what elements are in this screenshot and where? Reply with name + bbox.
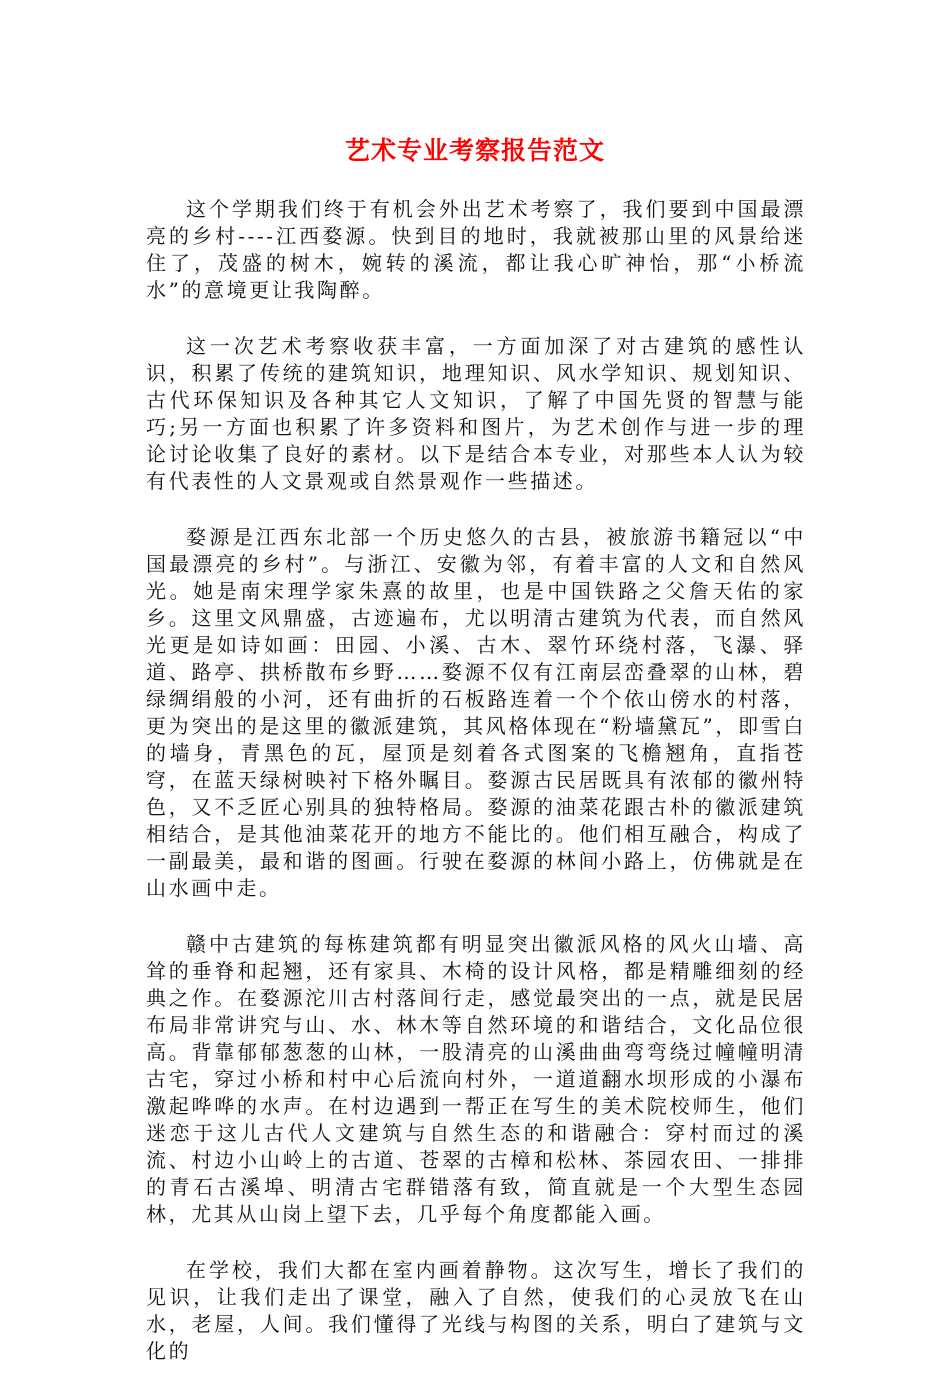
paragraph-2: 这一次艺术考察收获丰富，一方面加深了对古建筑的感性认识，积累了传统的建筑知识，地理知识、风水学知识、规划知识、古代环保知识及各种其它人文知识，了解了中国先贤的智慧与能巧;另一方面也积累了许多资料和图片，为艺术创作与进一步的理论讨论收集了良好的素材。以下是结合本专业，对那些本人认为较有代表性的人文景观或自然景观作一些描述。 [146, 334, 806, 493]
document-body [146, 196, 806, 1394]
paragraph-5: 在学校，我们大都在室内画着静物。这次写生，增长了我们的见识，让我们走出了课堂，融入了自然，使我们的心灵放飞在山水，老屋，人间。我们懂得了光线与构图的关系，明白了建筑与文化的 [146, 1258, 806, 1363]
paragraph-3: 婺源是江西东北部一个历史悠久的古县，被旅游书籍冠以“中国最漂亮的乡村”。与浙江、安徽为邻，有着丰富的人文和自然风光。她是南宋理学家朱熹的故里，也是中国铁路之父詹天佑的家乡。这里文风鼎盛，古迹遍布，尤以明清古建筑为代表，而自然风光更是如诗如画：田园、小溪、古木、翠竹环绕村落，飞瀑、驿道、路亭、拱桥散布乡野……婺源不仅有江南层峦叠翠的山林，碧绿绸绢般的小河，还有曲折的石板路连着一个个依山傍水的村落，更为突出的是这里的徽派建筑，其风格体现在“粉墙黛瓦”，即雪白的墙身，青黑色的瓦，屋顶是刻着各式图案的飞檐翘角，直指苍穹，在蓝天绿树映衬下格外瞩目。婺源古民居既具有浓郁的徽州特色，又不乏匠心别具的独特格局。婺源的油菜花跟古朴的徽派建筑相结合，是其他油菜花开的地方不能比的。他们相互融合，构成了一副最美，最和谐的图画。行驶在婺源的林间小路上，仿佛就是在山水画中走。 [146, 525, 806, 900]
paragraph-4: 赣中古建筑的每栋建筑都有明显突出徽派风格的风火山墙、高耸的垂脊和起翘，还有家具、木椅的设计风格，都是精雕细刻的经典之作。在婺源沱川古村落间行走，感觉最突出的一点，就是民居布局非常讲究与山、水、林木等自然环境的和谐结合，文化品位很高。背靠郁郁葱葱的山林，一股清亮的山溪曲曲弯弯绕过幢幢明清古宅，穿过小桥和村中心后流向村外，一道道翻水坝形成的小瀑布激起哗哗的水声。在村边遇到一帮正在写生的美术院校师生，他们迷恋于这儿古代人文建筑与自然生态的和谐融合：穿村而过的溪流、村边小山岭上的古道、苍翠的古樟和松林、茶园农田、一排排的青石古溪埠、明清古宅群错落有致，简直就是一个大型生态园林，尤其从山岗上望下去，几乎每个角度都能入画。 [146, 932, 806, 1226]
document-title: 艺术专业考察报告范文 [344, 136, 605, 165]
paragraph-1: 这个学期我们终于有机会外出艺术考察了，我们要到中国最漂亮的乡村----江西婺源。快到目的地时，我就被那山里的风景给迷住了，茂盛的树木，婉转的溪流，都让我心旷神怡，那“小桥流水”的意境更让我陶醉。 [146, 197, 806, 302]
